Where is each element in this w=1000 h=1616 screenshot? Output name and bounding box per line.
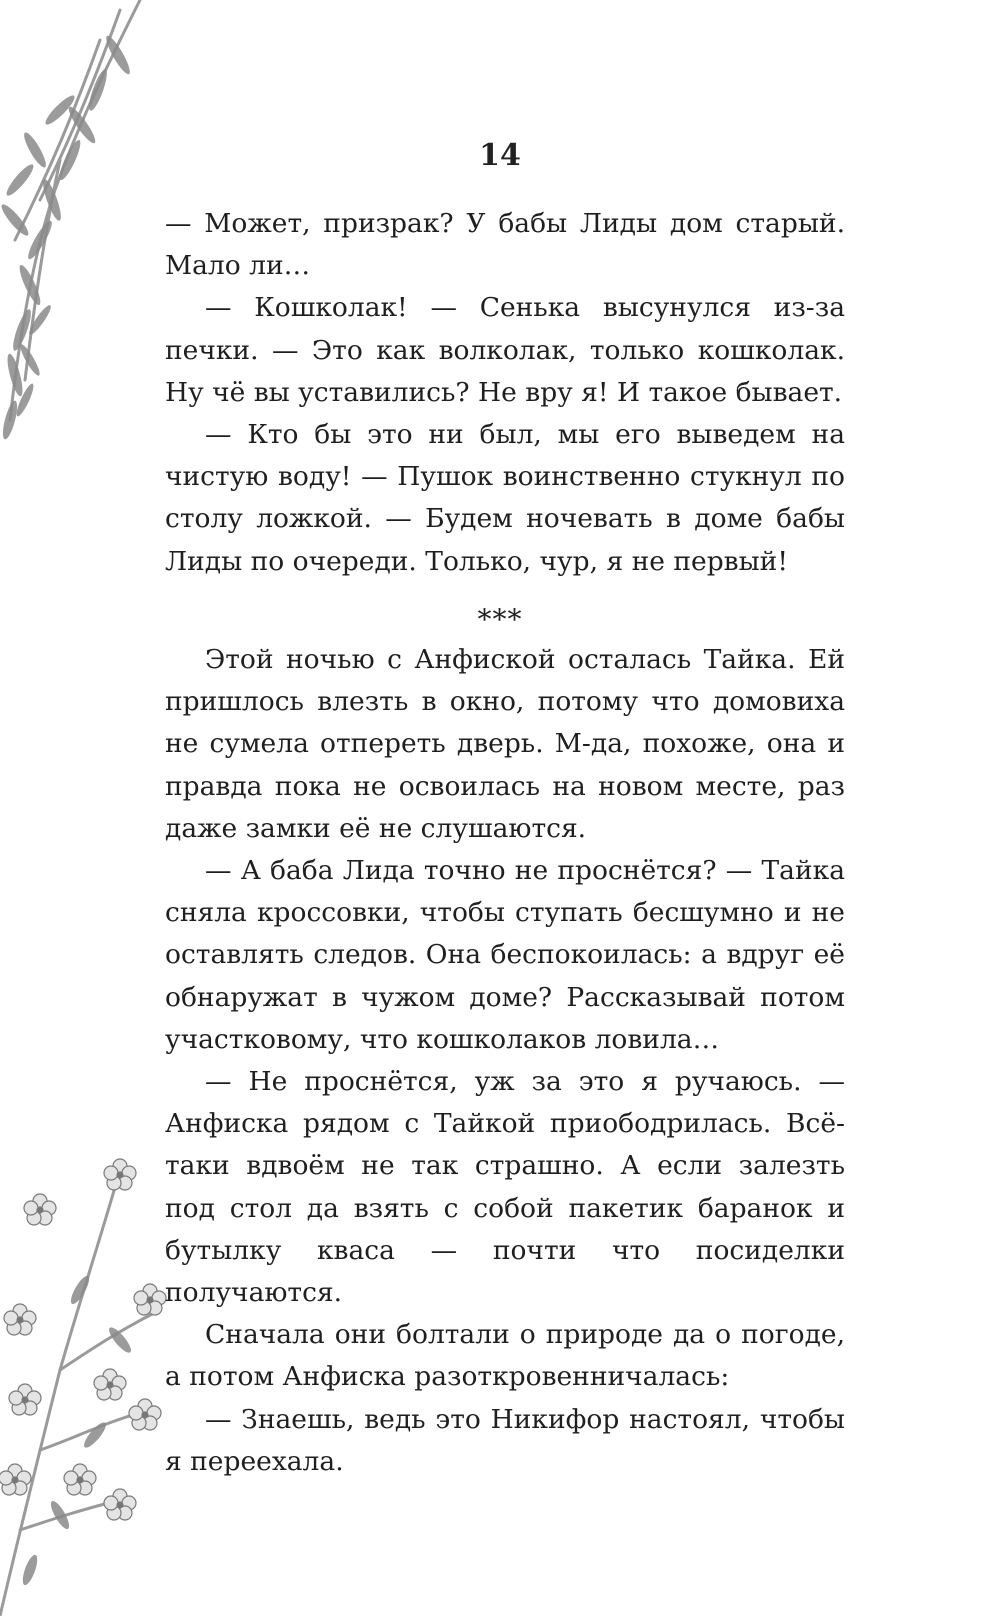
paragraph: — Не проснётся, уж за это я ручаюсь. — Анфиска рядом с Тайкой приободрилась. Всё-таки вдвоём не так страшно. А если залезть под стол да взять с собой пакетик баранок и бутылку кваса — почти что посиделки получаются.: [165, 1066, 845, 1309]
blossom-branch-illustration: [0, 1150, 175, 1616]
paragraph: — Кто бы это ни был, мы его выведем на чистую воду! — Пушок воинственно стукнул по столу ложкой. — Будем ночевать в доме бабы Лиды по очереди. Только, чур, я не первый!: [165, 419, 845, 577]
paragraph: — Может, призрак? У бабы Лиды дом старый. Мало ли…: [165, 208, 845, 282]
text-block-before-divider: [165, 203, 845, 583]
paragraph: — Знаешь, ведь это Никифор настоял, чтобы я переехала.: [165, 1403, 845, 1477]
paragraph: Сначала они болтали о природе да о погоде, а потом Анфиска разоткровенничалась:: [165, 1319, 845, 1393]
paragraph: — Кошколак! — Сенька высунулся из-за печки. — Это как волколак, только кошколак. Ну чё вы уставились? Не вру я! И такое бывает.: [165, 292, 845, 408]
page-number: 14: [479, 138, 521, 173]
paragraph: Этой ночью с Анфиской осталась Тайка. Ей пришлось влезть в окно, потому что домовиха не сумела отпереть дверь. М-да, похоже, она и правда пока не освоилась на новом месте, раз даже замки её не слушаются.: [165, 644, 845, 844]
text-block-after-divider: [165, 639, 845, 1483]
willow-branch-illustration: [0, 0, 160, 500]
section-divider: ***: [477, 603, 523, 636]
paragraph: — А баба Лида точно не проснётся? — Тайка сняла кроссовки, чтобы ступать бесшумно и не оставлять следов. Она беспокоилась: а вдруг её обнаружат в чужом доме? Рассказывай потом участковому, что кошколаков ловила…: [165, 855, 845, 1055]
